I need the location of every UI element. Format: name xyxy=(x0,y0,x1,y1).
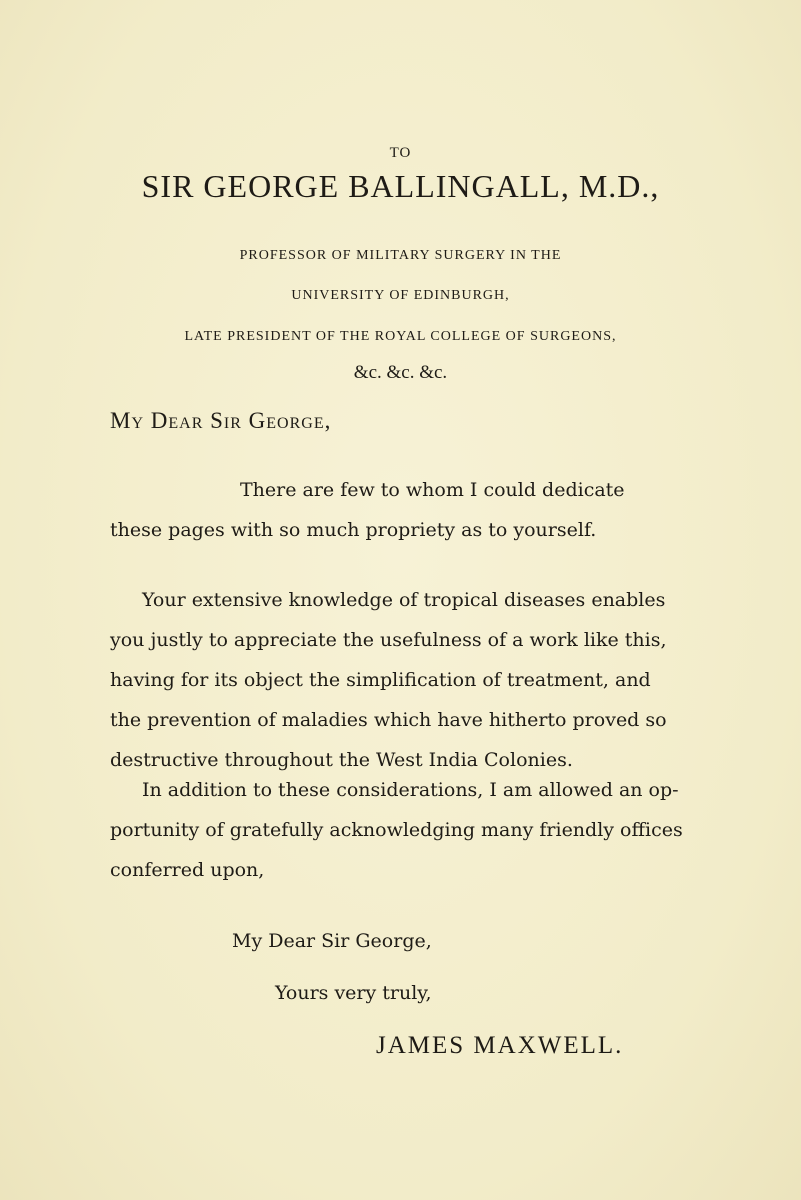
letter-paragraph xyxy=(110,470,650,550)
dedication-to: TO xyxy=(389,145,412,161)
paragraph-line: There are few to whom I could dedicate xyxy=(240,479,625,501)
signature: JAMES MAXWELL. xyxy=(376,1032,624,1059)
etcetera: &c. &c. &c. xyxy=(353,362,448,383)
paragraph-line: having for its object the simplification of treatment, and xyxy=(110,669,651,691)
dedicatee-title-line: UNIVERSITY OF EDINBURGH, xyxy=(291,288,510,303)
letter-paragraph xyxy=(110,770,683,890)
dedicatee-title-line: LATE PRESIDENT OF THE ROYAL COLLEGE OF SURGEONS, xyxy=(184,329,617,344)
paragraph-line: In addition to these considerations, I am allowed an op- xyxy=(142,779,679,801)
paragraph-line: these pages with so much propriety as to yourself. xyxy=(110,519,597,541)
closing-valediction: Yours very truly, xyxy=(275,982,432,1004)
dedicatee-title-line: PROFESSOR OF MILITARY SURGERY IN THE xyxy=(239,248,562,263)
paragraph-line: the prevention of maladies which have hitherto proved so xyxy=(110,709,667,731)
paragraph-line: conferred upon, xyxy=(110,859,265,881)
salutation: My Dear Sir George, xyxy=(110,408,332,433)
paragraph-line: destructive throughout the West India Colonies. xyxy=(110,749,573,771)
paragraph-line: portunity of gratefully acknowledging many friendly offices xyxy=(110,819,683,841)
paragraph-line: you justly to appreciate the usefulness of a work like this, xyxy=(110,629,667,651)
letter-paragraph xyxy=(110,580,667,780)
dedicatee-name: SIR GEORGE BALLINGALL, M.D., xyxy=(141,168,660,204)
paragraph-line: Your extensive knowledge of tropical diseases enables xyxy=(142,589,666,611)
closing-salutation: My Dear Sir George, xyxy=(232,930,432,952)
